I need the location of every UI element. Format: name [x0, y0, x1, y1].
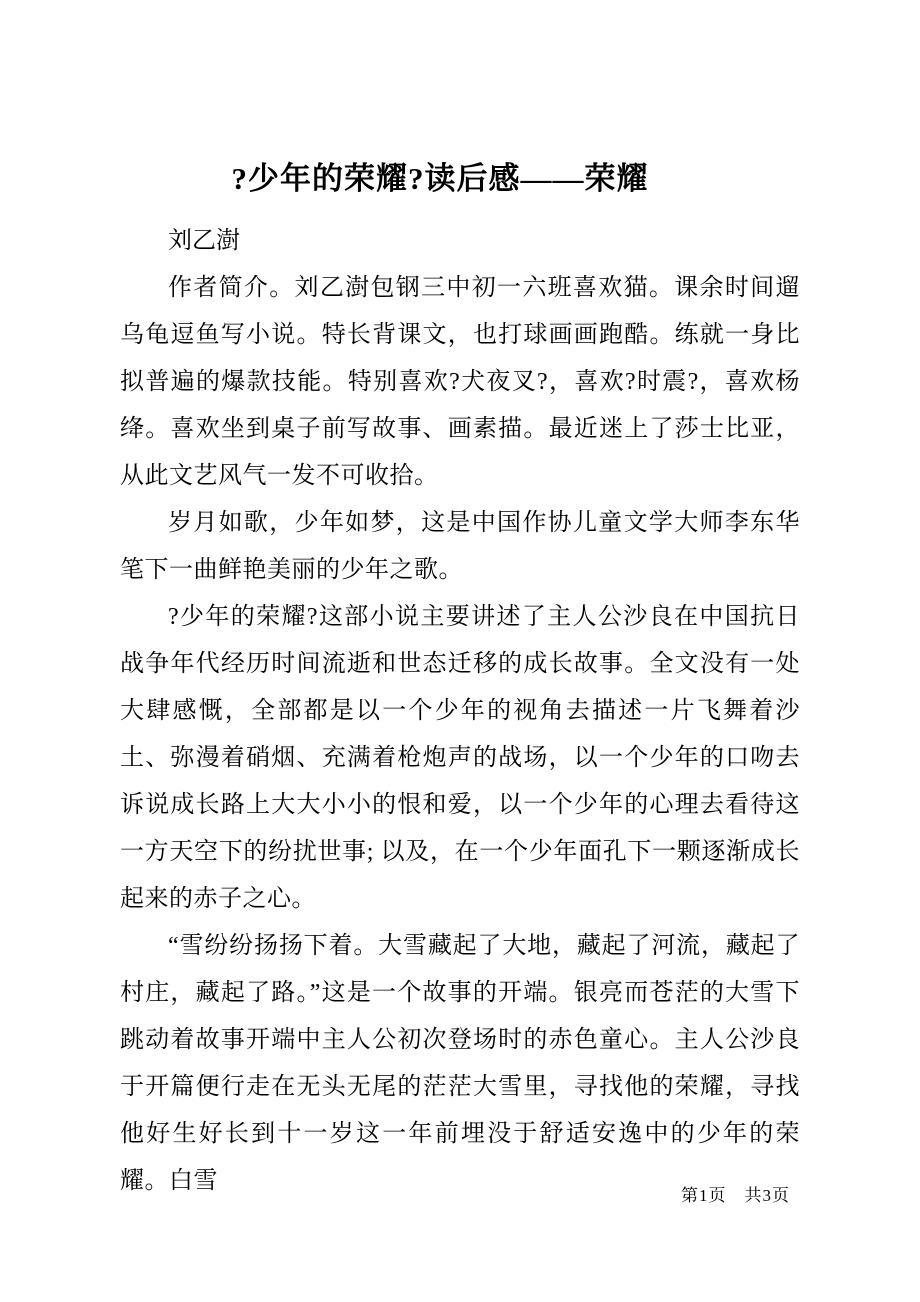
paragraph-summary: ?少年的荣耀?这部小说主要讲述了主人公沙良在中国抗日战争年代经历时间流逝和世态迁移的成长故事。全文没有一处大肆感慨，全部都是以一个少年的视角去描述一片飞舞着沙土、弥漫着硝烟、充满着枪炮声的战场，以一个少年的口吻去诉说成长路上大大小小的恨和爱，以一个少年的心理去看待这一方天空下的纷扰世事; 以及，在一个少年面孔下一颗逐渐成长起来的赤子之心。	[120, 604, 800, 912]
document-title: ?少年的荣耀?读后感——荣耀	[231, 161, 649, 196]
page-number: 第1页 共3页	[681, 1186, 790, 1205]
paragraph-author-intro: 作者简介。刘乙澍包钢三中初一六班喜欢猫。课余时间遛乌龟逗鱼写小说。特长背课文，也打球画画跑酷。练就一身比拟普遍的爆款技能。特别喜欢?犬夜叉?，喜欢?时震?，喜欢杨绛。喜欢坐到桌子前写故事、画素描。最近迷上了莎士比亚，从此文艺风气一发不可收拾。	[120, 275, 800, 489]
author-line: 刘乙澍	[168, 228, 240, 254]
paragraph-opening: 岁月如歌，少年如梦，这是中国作协儿童文学大师李东华笔下一曲鲜艳美丽的少年之歌。	[120, 510, 800, 583]
paragraph-snow-quote: “雪纷纷扬扬下着。大雪藏起了大地，藏起了河流，藏起了村庄，藏起了路。”这是一个故事的开端。银亮而苍茫的大雪下跳动着故事开端中主人公初次登场时的赤色童心。主人公沙良于开篇便行走在无头无尾的茫茫大雪里，寻找他的荣耀，寻找他好生好长到十一岁这一年前埋没于舒适安逸中的少年的荣耀。白雪	[120, 933, 800, 1194]
